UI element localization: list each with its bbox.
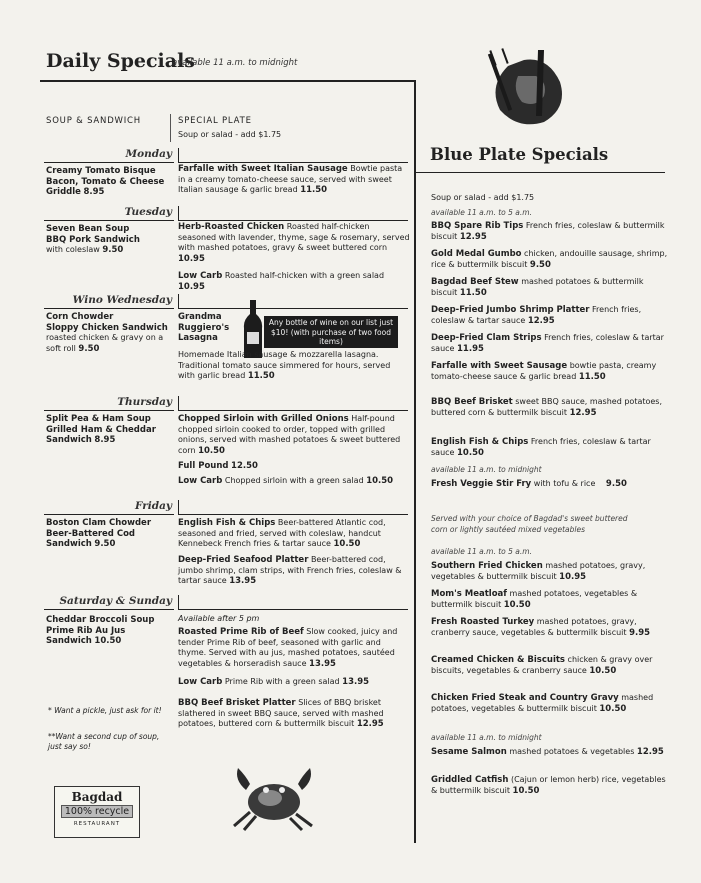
menu-item: BBQ Beef Brisket sweet BBQ sauce, mashed potatoes, buttered corn & buttermilk biscuit 12.95 (431, 397, 663, 418)
top-rule (40, 80, 416, 82)
menu-item: Cheddar Broccoli Soup Prime Rib Au Jus Sandwich 10.50 (46, 615, 155, 646)
menu-item: Creamy Tomato Bisque Bacon, Tomato & Cheese Griddle 8.95 (46, 166, 165, 197)
bagdad-logo: Bagdad 100% recycle RESTAURANT (54, 786, 140, 838)
day-header-weekend: Saturday & Sunday (44, 595, 174, 610)
menu-item: Seven Bean Soup BBQ Pork Sandwich with coleslaw 9.50 (46, 224, 140, 255)
day-header-monday: Monday (44, 148, 174, 163)
menu-item: English Fish & Chips Beer-battered Atlantic cod, seasoned and fried, served with coleslaw, handcut Kennebeck French fries & tartar sauce 10.50 (178, 518, 386, 549)
menu-item: Boston Clam Chowder Beer-Battered Cod Sandwich 9.50 (46, 518, 152, 549)
menu-item: Farfalle with Sweet Italian Sausage Bowtie pasta in a creamy tomato-cheese sauce, served with sweet Italian sausage & garlic bread 11.50 (178, 164, 403, 195)
crab-illustration-icon (226, 760, 322, 836)
menu-item: BBQ Beef Brisket Platter Slices of BBQ brisket slathered in sweet BBQ sauce, served with mashed potatoes, buttered corn & buttermilk biscuit 12.95 (178, 698, 384, 729)
menu-item: Griddled Catfish (Cajun or lemon herb) rice, vegetables & buttermilk biscuit 10.50 (431, 775, 666, 796)
menu-item: Gold Medal Gumbo chicken, andouille sausage, shrimp, rice & buttermilk biscuit 9.50 (431, 249, 668, 270)
menu-item-title: Grandma Ruggiero's Lasagna (178, 312, 230, 343)
knife-fork-illustration-icon (478, 46, 574, 140)
header-divider (170, 114, 171, 142)
wine-promo-banner: Any bottle of wine on our list just $10! (with purchase of two food items) (264, 316, 398, 348)
availability-note: available 11 a.m. to midnight (431, 733, 542, 742)
menu-item: Deep-Fried Clam Strips French fries, coleslaw & tartar sauce 11.95 (431, 333, 664, 354)
day-header-wednesday: Wino Wednesday (44, 294, 174, 309)
blue-plate-title: Blue Plate Specials (430, 145, 609, 164)
menu-item: Bagdad Beef Stew mashed potatoes & buttermilk biscuit 11.50 (431, 277, 644, 298)
menu-item: Low Carb Roasted half-chicken with a green salad 10.95 (178, 271, 385, 292)
menu-item: Creamed Chicken & Biscuits chicken & gravy over biscuits, vegetables & cranberry sauce 10.50 (431, 655, 653, 676)
blue-plate-rule (416, 172, 665, 173)
availability-note: available 11 a.m. to midnight (172, 58, 298, 68)
menu-item: Deep-Fried Jumbo Shrimp Platter French fries, coleslaw & tartar sauce 12.95 (431, 305, 642, 326)
availability-note: available 11 a.m. to 5 a.m. (431, 547, 532, 556)
special-plate-note: Soup or salad - add $1.75 (178, 130, 282, 139)
column-header-soup-sandwich: SOUP & SANDWICH (46, 116, 141, 126)
menu-item: Chopped Sirloin with Grilled Onions Half-pound chopped sirloin cooked to order, topped with grilled onions, served with mashed potatoes & sweet buttered corn 10.50 (178, 414, 401, 456)
menu-item: Herb-Roasted Chicken Roasted half-chicken seasoned with lavender, thyme, sage & rosemary, served with mashed potatoes, gravy & sweet buttered corn 10.95 (178, 222, 410, 264)
menu-item: Deep-Fried Seafood Platter Beer-battered cod, jumbo shrimp, clam strips, with French fries, coleslaw & tartar sauce 13.95 (178, 555, 402, 586)
day-header-thursday: Thursday (44, 396, 174, 411)
menu-item: Mom's Meatloaf mashed potatoes, vegetables & buttermilk biscuit 10.50 (431, 589, 638, 610)
availability-note: available 11 a.m. to 5 a.m. (431, 208, 532, 217)
menu-item: Fresh Veggie Stir Fry with tofu & rice 9.50 (431, 479, 627, 489)
menu-item: Sesame Salmon mashed potatoes & vegetables 12.95 (431, 747, 664, 757)
menu-item: Split Pea & Ham Soup Grilled Ham & Cheddar Sandwich 8.95 (46, 414, 156, 445)
menu-item: Low Carb Chopped sirloin with a green salad 10.50 (178, 476, 394, 486)
menu-item: Fresh Roasted Turkey mashed potatoes, gravy, cranberry sauce, vegetables & buttermilk biscuit 9.95 (431, 617, 651, 638)
menu-item: Roasted Prime Rib of Beef Slow cooked, juicy and tender Prime Rib of beef, seasoned with garlic and thyme. Served with au jus, mashed potatoes, sautéed vegetables & horseradish sauce 13.95 (178, 627, 398, 669)
menu-item: BBQ Spare Rib Tips French fries, coleslaw & buttermilk biscuit 12.95 (431, 221, 665, 242)
column-header-special-plate: SPECIAL PLATE (178, 116, 252, 126)
menu-item: Farfalle with Sweet Sausage bowtie pasta, creamy tomato-cheese sauce & garlic bread 11.50 (431, 361, 657, 382)
menu-item: Corn Chowder Sloppy Chicken Sandwich roasted chicken & gravy on a soft roll 9.50 (46, 312, 168, 354)
menu-item-desc: Homemade Italian sausage & mozzarella lasagna. Traditional tomato sauce simmered for hours, served with garlic bread 11.50 (178, 350, 391, 381)
column-divider (414, 80, 416, 843)
menu-item: English Fish & Chips French fries, coleslaw & tartar sauce 10.50 (431, 437, 651, 458)
menu-item: Southern Fried Chicken mashed potatoes, gravy, vegetables & buttermilk biscuit 10.95 (431, 561, 646, 582)
pickle-note: * Want a pickle, just ask for it! (48, 706, 162, 715)
page-title: Daily Specials (46, 50, 195, 72)
menu-item: Full Pound 12.50 (178, 461, 258, 471)
soup-note: **Want a second cup of soup, just say so! (48, 732, 160, 751)
day-header-friday: Friday (44, 500, 174, 515)
menu-item: Chicken Fried Steak and Country Gravy mashed potatoes, vegetables & buttermilk biscuit 10.50 (431, 693, 654, 714)
served-with-note: Served with your choice of Bagdad's sweet buttered corn or lightly sautéed mixed vegetables (431, 514, 628, 534)
day-header-tuesday: Tuesday (44, 206, 174, 221)
availability-note: available 11 a.m. to midnight (431, 465, 542, 474)
blue-plate-note: Soup or salad - add $1.75 (431, 193, 535, 202)
menu-item: Low Carb Prime Rib with a green salad 13.95 (178, 677, 370, 687)
weekend-availability: Available after 5 pm (178, 614, 260, 623)
